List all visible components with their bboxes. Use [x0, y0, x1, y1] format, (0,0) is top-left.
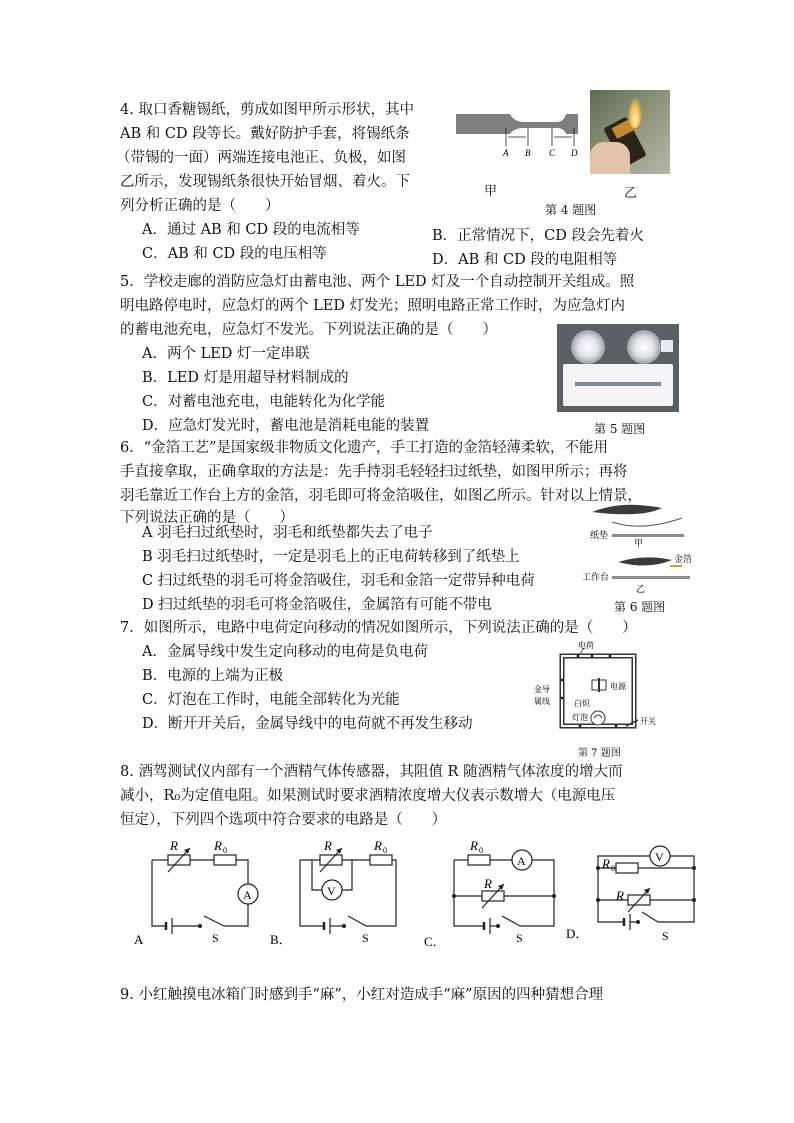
q4-fig-label-a: A	[503, 148, 509, 158]
q4-fig-label-d: D	[571, 148, 578, 158]
q4-line-2: AB 和 CD 段等长。戴好防护手套，将锡纸条	[120, 126, 410, 142]
q5-line-1: 5．学校走廊的消防应急灯由蓄电池、两个 LED 灯及一个自动控制开关组成。照	[120, 274, 635, 290]
q6-figure	[582, 498, 694, 594]
q6-option-b: B 羽毛扫过纸垫时，一定是羽毛上的正电荷转移到了纸垫上	[142, 549, 520, 565]
q8d-switch-label: S	[662, 929, 669, 943]
q7-option-b: B．电源的上端为正极	[142, 668, 284, 684]
q4-fig-label-b: B	[525, 148, 531, 158]
q8c-r0-label: R	[470, 838, 478, 853]
q8d-r-label: R	[616, 888, 624, 903]
q4-fig-label-c: C	[549, 148, 556, 158]
q8c-r-label: R	[484, 876, 492, 891]
q7-line-1: 7．如图所示，电路中电荷定向移动的情况如图所示，下列说法正确的是（ ）	[120, 620, 637, 636]
q8c-option-label: C．	[424, 934, 446, 946]
q8a-r-label: R	[170, 838, 178, 853]
q4-fig-jia-label: 甲	[484, 184, 498, 199]
q6-option-a: A 羽毛扫过纸垫时，羽毛和纸垫都失去了电子	[142, 525, 433, 541]
q4-caption: 第 4 题图	[545, 203, 597, 217]
q7-fig-bulb-label: 灯泡	[572, 713, 588, 722]
q8-circuit-a	[132, 834, 268, 946]
q6-option-c: C 扫过纸垫的羽毛可将金箔吸住，羽毛和金箔一定带异种电荷	[142, 573, 535, 589]
q7-fig-switch-label: 开关	[640, 717, 656, 726]
q6-line-2: 手直接拿取，正确拿取的方法是：先手持羽毛轻轻扫过纸垫，如图甲所示；再将	[120, 464, 628, 480]
q4-line-3: （带锡的一面）两端连接电池正、负极，如图	[116, 150, 406, 166]
q6-line-4: 下列说法正确的是（ ）	[120, 510, 294, 526]
q4-line-4: 乙所示，发现锡纸条很快开始冒烟、着火。下	[120, 174, 410, 190]
q7-fig-filament-label: 白炽	[574, 699, 590, 708]
q4-fig-yi-label: 乙	[624, 186, 638, 201]
q6-fig-paper-label: 纸垫	[590, 530, 609, 540]
q8-circuit-b	[270, 834, 406, 946]
q8b-switch-label: S	[362, 931, 369, 945]
q8b-r0-label: R	[374, 838, 382, 853]
q8-line-1: 8. 酒驾测试仪内部有一个酒精气体传感器，其阻值 R 随酒精气体浓度的增大而	[120, 764, 623, 780]
q8b-option-label: B．	[270, 932, 292, 946]
q8a-switch-label: S	[212, 931, 219, 945]
q7-fig-wire-label-1: 金导	[534, 685, 550, 694]
q4-option-d: D．AB 和 CD 段的电阻相等	[432, 252, 618, 268]
q7-caption: 第 7 题图	[578, 748, 621, 759]
q7-option-c: C．灯泡在工作时，电能全部转化为光能	[142, 692, 400, 708]
q4-option-c: C．AB 和 CD 段的电压相等	[142, 246, 327, 262]
q8d-r0-label: R	[602, 856, 610, 871]
q8a-option-label: A	[134, 932, 144, 946]
q9-line-1: 9. 小红触摸电冰箱门时感到手“麻”，小红对造成手“麻”原因的四种猜想合理	[120, 987, 604, 1003]
q8c-r0-sub: 0	[479, 846, 483, 855]
q8a-ammeter: A	[243, 888, 252, 902]
q6-line-1: 6．“金箔工艺”是国家级非物质文化遗产，手工打造的金箔轻薄柔软，不能用	[120, 440, 609, 456]
q4-line-5: 列分析正确的是（ ）	[120, 198, 280, 214]
q8b-voltmeter: V	[327, 884, 336, 898]
q8c-ammeter: A	[517, 854, 526, 868]
q6-caption: 第 6 题图	[614, 600, 666, 614]
q8-circuit-c	[424, 834, 564, 946]
q6-fig-jia-label: 甲	[634, 538, 644, 548]
q5-option-c: C．对蓄电池充电，电能转化为化学能	[142, 394, 386, 410]
q7-option-d: D．断开开关后，金属导线中的电荷就不再发生移动	[142, 716, 473, 732]
q8b-r-label: R	[324, 838, 332, 853]
q5-option-d: D．应急灯发光时，蓄电池是消耗电能的装置	[142, 418, 430, 434]
q6-line-3: 羽毛靠近工作台上方的金箔，羽毛即可将金箔吸住，如图乙所示。针对以上情景，	[120, 488, 642, 504]
q7-option-a: A．金属导线中发生定向移动的电荷是负电荷	[142, 644, 428, 660]
q7-fig-source-label: 电源	[610, 682, 626, 691]
q4-option-b: B．正常情况下，CD 段会先着火	[432, 228, 644, 244]
q5-line-2: 明电路停电时，应急灯的两个 LED 灯发光；照明电路正常工作时，为应急灯内	[120, 298, 626, 314]
q6-fig-gold-label: 金箔	[674, 554, 693, 564]
q4-option-a: A．通过 AB 和 CD 段的电流相等	[142, 222, 360, 238]
q5-option-a: A．两个 LED 灯一定串联	[142, 346, 310, 362]
q8d-r0-sub: 0	[611, 864, 615, 873]
q5-option-b: B．LED 灯是用超导材料制成的	[142, 370, 349, 386]
q8d-option-label: D．	[566, 926, 589, 941]
q6-fig-table-label: 工作台	[582, 572, 610, 582]
q7-fig-wire-label-2: 属线	[534, 697, 550, 706]
q8-line-2: 减小，R₀为定值电阻。如果测试时要求酒精浓度增大仪表示数增大（电源电压	[120, 788, 616, 804]
q5-photo-emergency-light	[557, 324, 679, 412]
q8d-voltmeter: V	[655, 850, 664, 864]
q4-line-1: 4. 取口香糖锡纸，剪成如图甲所示形状，其中	[120, 102, 414, 118]
q7-figure	[530, 640, 670, 746]
q8a-r0-sub: 0	[223, 846, 227, 855]
q8-line-3: 恒定），下列四个选项中符合要求的电路是（ ）	[120, 812, 447, 828]
q8b-r0-sub: 0	[383, 846, 387, 855]
q5-caption: 第 5 题图	[594, 422, 646, 436]
q4-photo-battery-fire	[590, 90, 670, 174]
q5-line-3: 的蓄电池充电，应急灯不发光。下列说法正确的是（ ）	[120, 322, 497, 338]
q6-option-d: D 扫过纸垫的羽毛可将金箔吸住，金属箔有可能不带电	[142, 597, 492, 613]
q8c-switch-label: S	[516, 931, 523, 945]
q7-fig-charge-label: 电荷	[578, 641, 594, 650]
q8a-r0-label: R	[214, 838, 222, 853]
q8-circuit-d	[566, 840, 698, 944]
q6-fig-yi-label: 乙	[636, 584, 646, 594]
q4-figure-jia	[452, 108, 584, 164]
